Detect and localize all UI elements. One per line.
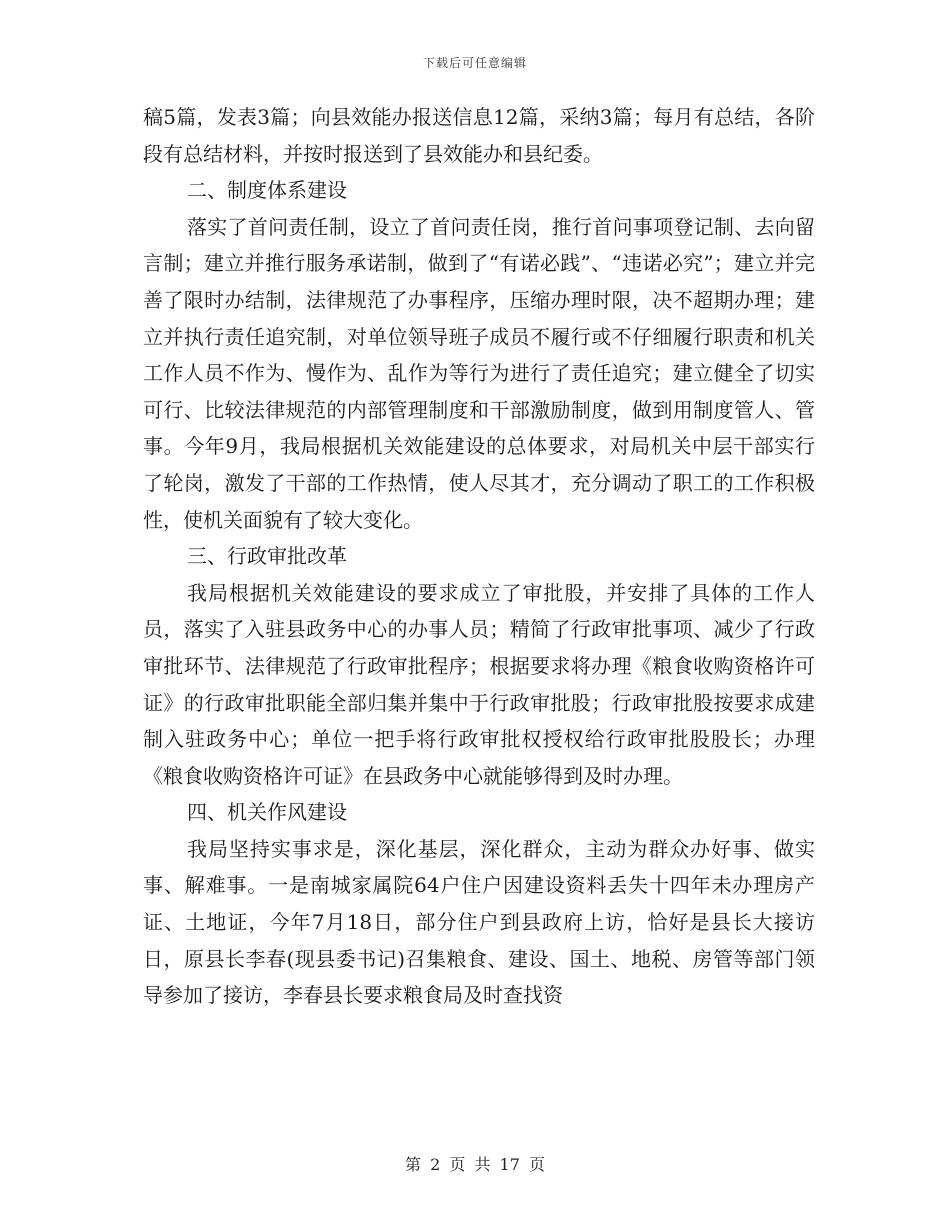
paragraph-continuation: 稿5篇，发表3篇；向县效能办报送信息12篇，采纳3篇；每月有总结，各阶段有总结材料，并按时报送到了县效能办和县纪委。	[143, 105, 815, 166]
paragraph-work-style: 我局坚持实事求是，深化基层，深化群众，主动为群众办好事、做实事、解难事。一是南城家属院64户住户因建设资料丢失十四年未办理房产证、土地证，今年7月18日，部分住户到县政府上访，恰好是县长大接访日，原县长李春(现县委书记)召集粮食、建设、国土、地税、房管等部门领导参加了接访，李春县长要求粮食局及时查找资	[143, 836, 815, 1008]
page-header: 下载后可任意编辑	[422, 56, 527, 70]
section-heading-4: 四、机关作风建设	[187, 800, 347, 825]
page-footer: 第 2 页 共 17 页	[405, 1155, 545, 1174]
section-heading-3: 三、行政审批改革	[187, 544, 347, 569]
document-body	[143, 99, 815, 1014]
paragraph-approval-reform: 我局根据机关效能建设的要求成立了审批股，并安排了具体的工作人员，落实了入驻县政务中心的办事人员；精简了行政审批事项、减少了行政审批环节、法律规范了行政审批程序；根据要求将办理《粮食收购资格许可证》的行政审批职能全部归集并集中于行政审批股；行政审批股按要求成建制入驻政务中心；单位一把手将行政审批权授权给行政审批股股长；办理《粮食收购资格许可证》在县政务中心就能够得到及时办理。	[143, 580, 815, 788]
section-heading-2: 二、制度体系建设	[187, 178, 347, 203]
paragraph-system-building: 落实了首问责任制，设立了首问责任岗，推行首问事项登记制、去向留言制；建立并推行服务承诺制，做到了“有诺必践”、“违诺必究”；建立并完善了限时办结制，法律规范了办事程序，压缩办理时限，决不超期办理；建立并执行责任追究制，对单位领导班子成员不履行或不仔细履行职责和机关工作人员不作为、慢作为、乱作为等行为进行了责任追究；建立健全了切实可行、比较法律规范的内部管理制度和干部激励制度，做到用制度管人、管事。今年9月，我局根据机关效能建设的总体要求，对局机关中层干部实行了轮岗，激发了干部的工作热情，使人尽其才，充分调动了职工的工作积极性，使机关面貌有了较大变化。	[143, 214, 815, 532]
